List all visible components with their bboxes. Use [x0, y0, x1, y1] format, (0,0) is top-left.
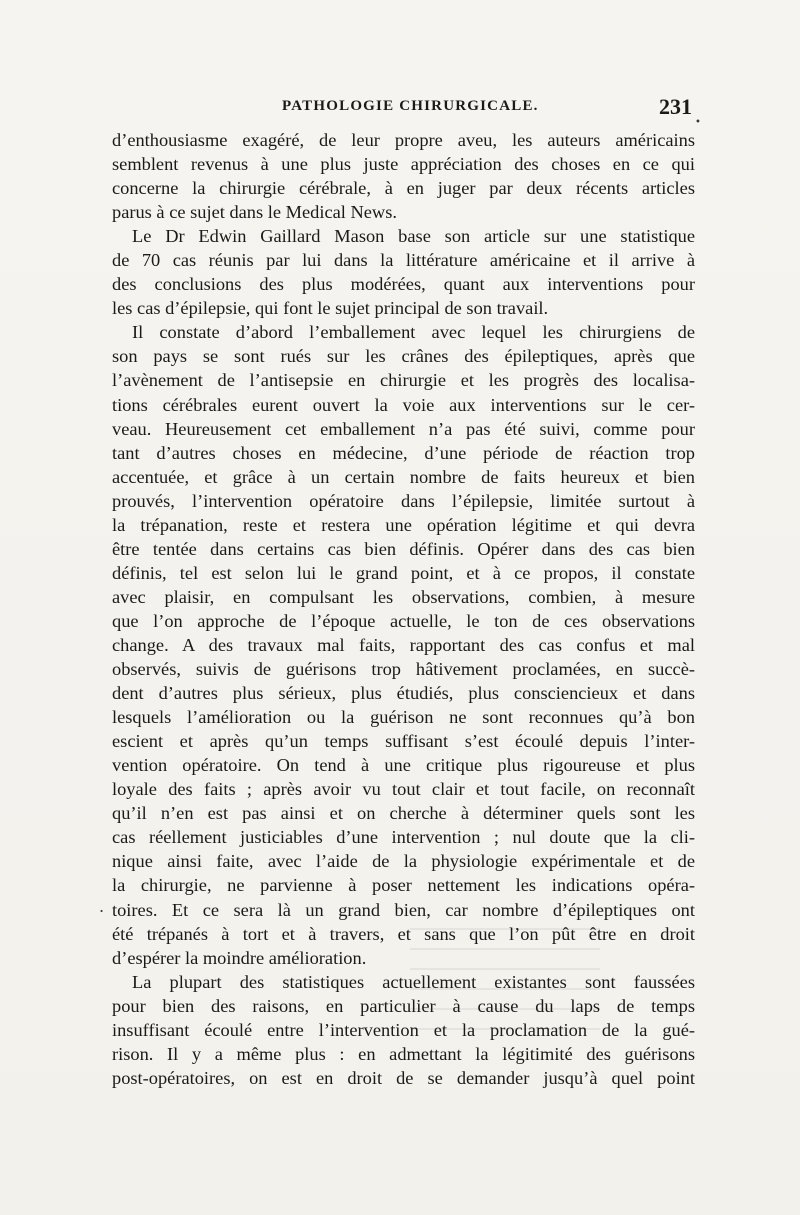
text-line: La plupart des statistiques actuellement existantes sont faussées	[132, 971, 695, 992]
text-line: toires. Et ce sera là un grand bien, car nombre d’épileptiques ont	[112, 899, 695, 920]
text-line: veau. Heureusement cet emballement n’a pas été suivi, comme pour	[112, 418, 695, 439]
text-line: l’avènement de l’antisepsie en chirurgie et les progrès des localisa-	[112, 370, 695, 391]
text-line: son pays se sont rués sur les crânes des épileptiques, après que	[112, 346, 695, 367]
text-line: tions cérébrales eurent ouvert la voie aux interventions sur le cer-	[112, 394, 695, 415]
text-line: accentuée, et grâce à un certain nombre de faits heureux et bien	[112, 466, 695, 487]
text-line: été trépanés à tort et à travers, et sans que l’on pût être en droit	[112, 923, 695, 944]
text-line: prouvés, l’intervention opératoire dans l’épilepsie, limitée surtout à	[112, 490, 695, 511]
text-line: être tentée dans certains cas bien définis. Opérer dans des cas bien	[112, 538, 695, 559]
text-line: parus à ce sujet dans le Medical News.	[112, 202, 397, 223]
text-line: change. A des travaux mal faits, rapportant des cas confus et mal	[112, 634, 695, 655]
text-line: d’enthousiasme exagéré, de leur propre aveu, les auteurs américains	[112, 130, 695, 150]
text-line: nique ainsi faite, avec l’aide de la physiologie expérimentale et de	[112, 851, 695, 872]
text-line: observés, suivis de guérisons trop hâtivement proclamées, en succè-	[112, 659, 695, 680]
text-line: des conclusions des plus modérées, quant aux interventions pour	[112, 274, 695, 295]
text-line: la chirurgie, ne parvienne à poser nettement les indications opéra-	[112, 875, 695, 896]
text-line: rison. Il y a même plus : en admettant la légitimité des guérisons	[112, 1043, 695, 1064]
text-line: les cas d’épilepsie, qui font le sujet principal de son travail.	[112, 298, 549, 319]
page-header	[112, 94, 692, 124]
text-line: d’espérer la moindre amélioration.	[112, 947, 367, 968]
text-line: post-opératoires, on est en droit de se demander jusqu’à quel point	[112, 1067, 695, 1088]
text-line: lesquels l’amélioration ou la guérison ne sont reconnues qu’à bon	[112, 707, 695, 728]
right-margin-dot: •	[695, 117, 701, 128]
text-line: définis, tel est selon lui le grand point, et à ce propos, il constate	[112, 562, 695, 583]
text-line: la trépanation, reste et restera une opération légitime et qui devra	[112, 514, 695, 535]
text-line: dent d’autres plus sérieux, plus étudiés, plus consciencieux et dans	[112, 683, 695, 704]
text-line: qu’il n’en est pas ainsi et on cherche à déterminer quels sont les	[112, 803, 695, 824]
text-line: avec plaisir, en compulsant les observations, combien, à mesure	[112, 586, 695, 607]
text-line: Il constate d’abord l’emballement avec lequel les chirurgiens de	[132, 322, 695, 343]
text-line: semblent revenus à une plus juste appréciation des choses en ce qui	[112, 154, 695, 175]
text-line: vention opératoire. On tend à une critique plus rigoureuse et plus	[112, 755, 695, 776]
text-line: insuffisant écoulé entre l’intervention et la proclamation de la gué-	[112, 1019, 695, 1040]
left-margin-dot: .	[99, 897, 105, 916]
text-line: que l’on approche de l’époque actuelle, le ton de ces observations	[112, 610, 695, 631]
text-line: pour bien des raisons, en particulier à cause du laps de temps	[112, 995, 695, 1016]
text-line: loyale des faits ; après avoir vu tout clair et tout facile, on reconnaît	[112, 779, 695, 800]
running-head: PATHOLOGIE CHIRURGICALE.	[282, 98, 539, 114]
body-text	[112, 128, 695, 1090]
text-line: Le Dr Edwin Gaillard Mason base son article sur une statistique	[132, 226, 695, 247]
text-line: escient et après qu’un temps suffisant s’est écoulé depuis l’inter-	[112, 731, 695, 752]
text-line: cas réellement justiciables d’une intervention ; nul doute que la cli-	[112, 827, 695, 848]
text-line: tant d’autres choses en médecine, d’une période de réaction trop	[112, 442, 695, 463]
page-number: 231	[659, 94, 692, 119]
text-line: concerne la chirurgie cérébrale, à en juger par deux récents articles	[112, 178, 695, 199]
text-line: de 70 cas réunis par lui dans la littérature américaine et il arrive à	[112, 250, 695, 271]
